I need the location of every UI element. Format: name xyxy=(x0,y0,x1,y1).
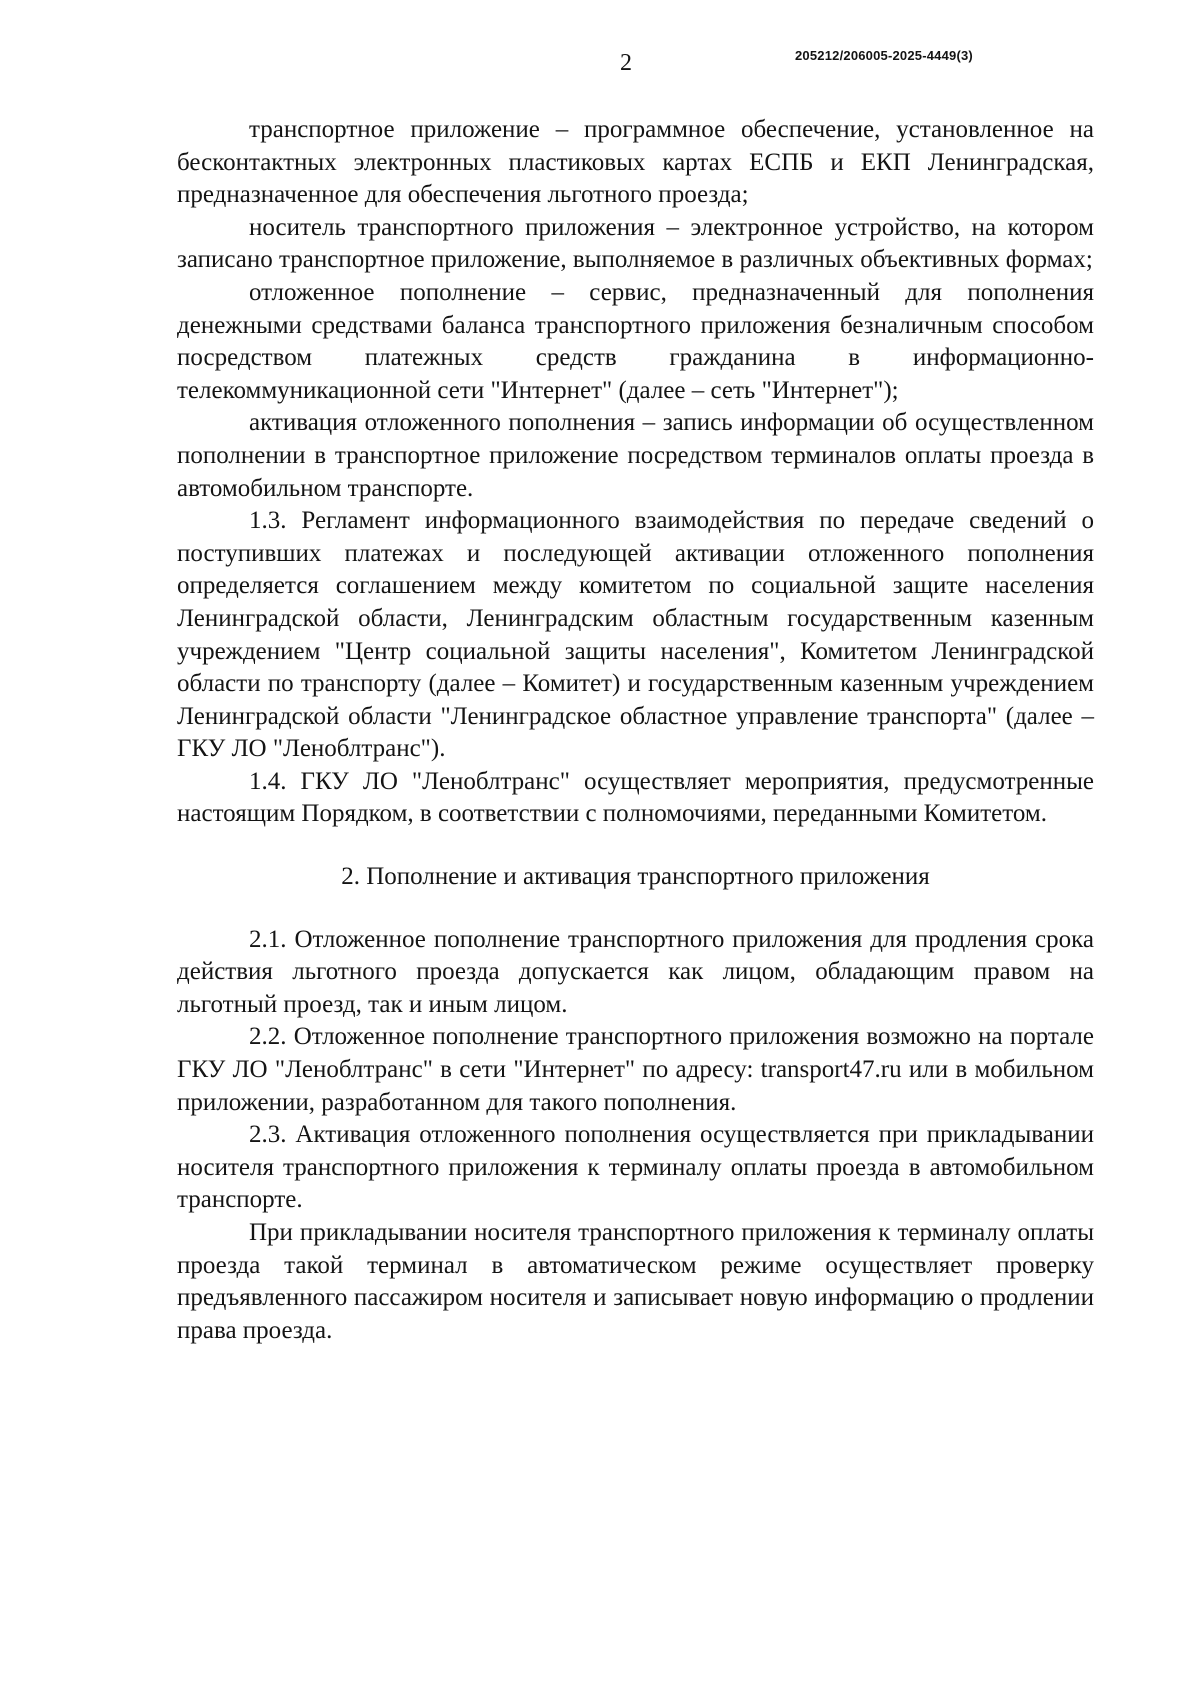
paragraph-2-1: 2.1. Отложенное пополнение транспортного приложения для продления срока действия льготного проезда допускается как лицом, обладающим правом на льготный проезд, так и иным лицом. xyxy=(177,925,1094,1018)
paragraph-1-4: 1.4. ГКУ ЛО "Леноблтранс" осуществляет мероприятия, предусмотренные настоящим Порядком, в соответствии с полномочиями, переданными Комитетом. xyxy=(177,767,1094,828)
page-number: 2 xyxy=(620,50,632,76)
section-heading: 2. Пополнение и активация транспортного приложения xyxy=(341,863,930,891)
paragraph-deferred-topup-definition: отложенное пополнение – сервис, предназначенный для пополнения денежными средствами баланса транспортного приложения безналичным способом посредством платежных средств гражданина в информационно-телекоммуникационной сети "Интернет" (далее – сеть "Интернет"); xyxy=(177,278,1094,404)
paragraph-carrier-definition: носитель транспортного приложения – электронное устройство, на котором записано транспортное приложение, выполняемое в различных объективных формах; xyxy=(177,213,1094,274)
paragraph-2-2: 2.2. Отложенное пополнение транспортного приложения возможно на портале ГКУ ЛО "Леноблтранс" в сети "Интернет" по адресу: transport47.ru или в мобильном приложении, разработанном для такого пополнения. xyxy=(177,1023,1094,1116)
document-id: 205212/206005-2025-4449(3) xyxy=(795,48,973,63)
paragraph-1-3: 1.3. Регламент информационного взаимодействия по передаче сведений о поступивших платежах и последующей активации отложенного пополнения определяется соглашением между комитетом по социальной защите населения Ленинградской области, Ленинградским областным государственным казенным учреждением "Центр социальной защиты населения", Комитетом Ленинградской области по транспорту (далее – Комитет) и государственным казенным учреждением Ленинградской области "Ленинградское областное управление транспорта" (далее – ГКУ ЛО "Леноблтранс"). xyxy=(177,507,1094,763)
paragraph-activation-definition: активация отложенного пополнения – запись информации об осуществленном пополнении в транспортное приложение посредством терминалов оплаты проезда в автомобильном транспорте. xyxy=(177,409,1094,502)
document-body xyxy=(177,114,1094,1347)
paragraph-2-3: 2.3. Активация отложенного пополнения осуществляется при прикладывании носителя транспортного приложения к терминалу оплаты проезда в автомобильном транспорте. xyxy=(177,1121,1094,1214)
paragraph-transport-app-definition: транспортное приложение – программное обеспечение, установленное на бесконтактных электронных пластиковых картах ЕСПБ и ЕКП Ленинградская, предназначенное для обеспечения льготного проезда; xyxy=(177,116,1094,209)
paragraph-terminal-check: При прикладывании носителя транспортного приложения к терминалу оплаты проезда такой терминал в автоматическом режиме осуществляет проверку предъявленного пассажиром носителя и записывает новую информацию о продлении права проезда. xyxy=(177,1219,1094,1344)
